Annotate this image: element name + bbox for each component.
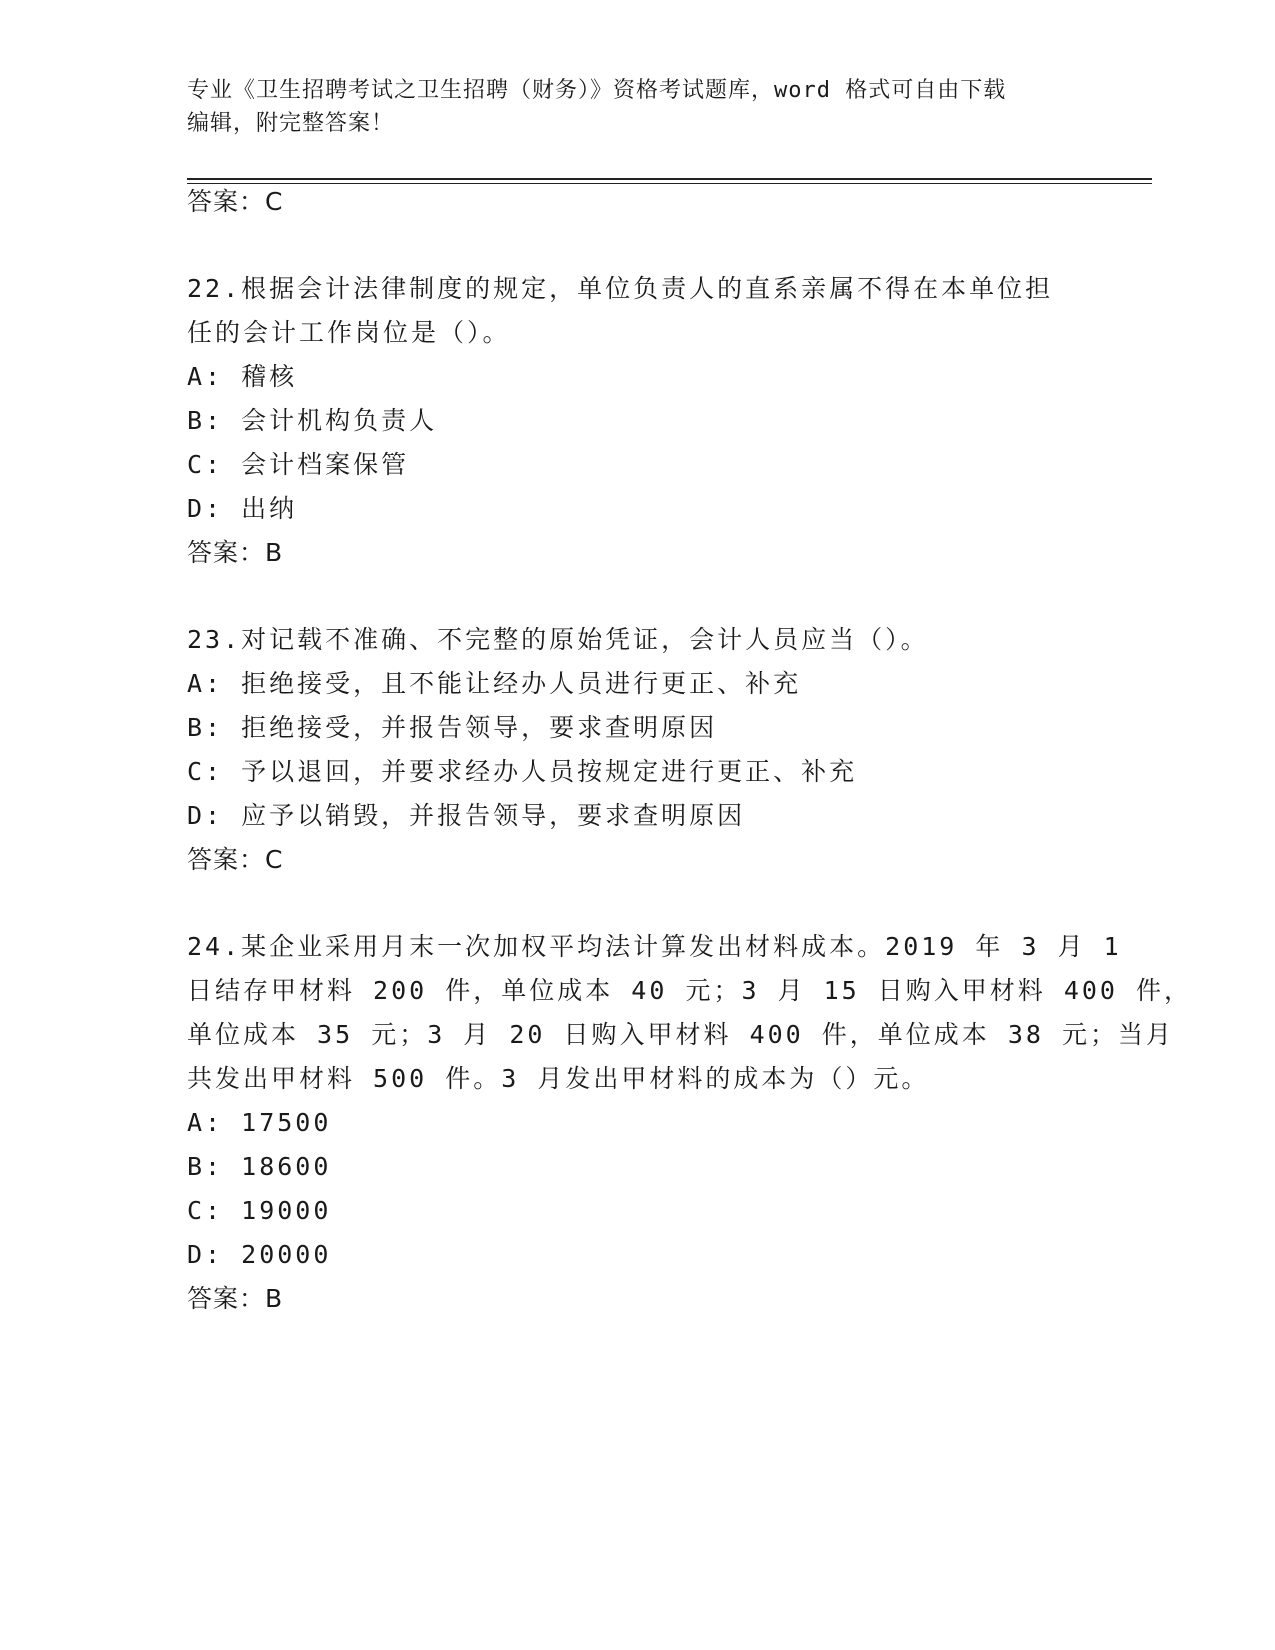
question-24-stem-line-3: 单位成本 35 元；3 月 20 日购入甲材料 400 件，单位成本 38 元；当月 [187,1020,1174,1049]
header-line-1: 专业《卫生招聘考试之卫生招聘（财务）》资格考试题库，word 格式可自由下载 [187,78,1007,103]
question-22-option-c: C: 会计档案保管 [187,450,410,479]
header-divider-thin [187,183,1152,184]
question-22-stem-line-2: 任的会计工作岗位是（）。 [187,318,511,347]
question-23-answer: 答案：C [187,845,284,874]
question-23-option-d: D: 应予以销毁，并报告领导，要求查明原因 [187,801,746,830]
question-23-stem-line-1: 23.对记载不准确、不完整的原始凭证，会计人员应当（）。 [187,625,929,654]
question-22-option-a: A: 稽核 [187,362,298,391]
question-24-option-b: B: 18600 [187,1152,332,1181]
header-divider-thick [187,178,1152,180]
question-24-option-d: D: 20000 [187,1240,332,1269]
question-24-stem-line-2: 日结存甲材料 200 件，单位成本 40 元；3 月 15 日购入甲材料 400 件， [187,976,1193,1005]
header-line-2: 编辑，附完整答案！ [187,111,395,136]
document-header [187,74,1077,140]
question-23-option-a: A: 拒绝接受，且不能让经办人员进行更正、补充 [187,669,802,698]
question-23-option-b: B: 拒绝接受，并报告领导，要求查明原因 [187,713,718,742]
question-22-stem-line-1: 22.根据会计法律制度的规定，单位负责人的直系亲属不得在本单位担 [187,274,1054,303]
question-24-option-c: C: 19000 [187,1196,332,1225]
previous-answer: 答案：C [187,187,284,216]
question-22-answer: 答案：B [187,538,284,567]
question-24-stem-line-4: 共发出甲材料 500 件。3 月发出甲材料的成本为（）元。 [187,1064,930,1093]
question-23-option-c: C: 予以退回，并要求经办人员按规定进行更正、补充 [187,757,858,786]
question-24-option-a: A: 17500 [187,1108,332,1137]
question-22-option-d: D: 出纳 [187,494,298,523]
question-22-option-b: B: 会计机构负责人 [187,406,438,435]
question-24-answer: 答案：B [187,1284,284,1313]
question-24-stem-line-1: 24.某企业采用月末一次加权平均法计算发出材料成本。2019 年 3 月 1 [187,932,1122,961]
